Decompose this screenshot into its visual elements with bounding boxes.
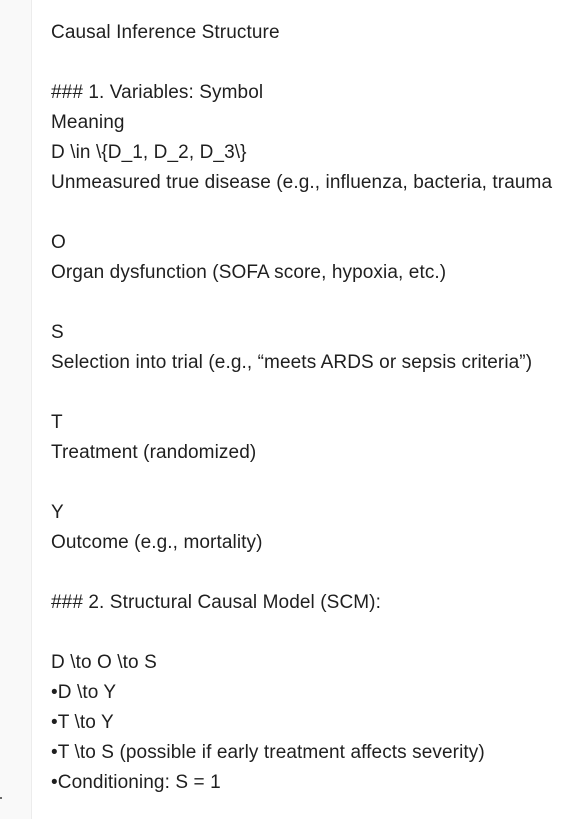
variable-symbol: T xyxy=(51,412,63,433)
variable-meaning: Unmeasured true disease (e.g., influenza, bacteria, trauma xyxy=(51,172,553,193)
scm-chain: D \to O \to S xyxy=(51,652,157,673)
blank-line xyxy=(51,558,581,588)
section-2-heading: ### 2. Structural Causal Model (SCM): xyxy=(51,592,381,613)
section-1-heading: ### 1. Variables: Symbol xyxy=(51,82,264,103)
scm-bullet: •Conditioning: S = 1 xyxy=(51,772,221,793)
document-title: Causal Inference Structure xyxy=(51,22,280,43)
variable-meaning: Treatment (randomized) xyxy=(51,442,257,463)
scm-bullet: •T \to S (possible if early treatment affects severity) xyxy=(51,742,485,763)
left-gutter xyxy=(0,0,32,819)
scm-bullet: •T \to Y xyxy=(51,712,114,733)
variable-symbol: S xyxy=(51,322,64,343)
variable-meaning: Organ dysfunction (SOFA score, hypoxia, etc.) xyxy=(51,262,447,283)
scm-bullet: •D \to Y xyxy=(51,682,117,703)
variable-meaning: Outcome (e.g., mortality) xyxy=(51,532,263,553)
blank-line xyxy=(51,48,581,78)
blank-line xyxy=(51,288,581,318)
variable-symbol: Y xyxy=(51,502,64,523)
blank-line xyxy=(51,468,581,498)
gutter-marker xyxy=(0,797,2,799)
blank-line xyxy=(51,378,581,408)
variable-meaning: Selection into trial (e.g., “meets ARDS or sepsis criteria”) xyxy=(51,352,533,373)
column-header-meaning: Meaning xyxy=(51,112,125,133)
variable-symbol: D \in \{D_1, D_2, D_3\} xyxy=(51,142,247,163)
variable-symbol: O xyxy=(51,232,66,253)
blank-line xyxy=(51,198,581,228)
note-body[interactable] xyxy=(51,18,581,798)
blank-line xyxy=(51,618,581,648)
